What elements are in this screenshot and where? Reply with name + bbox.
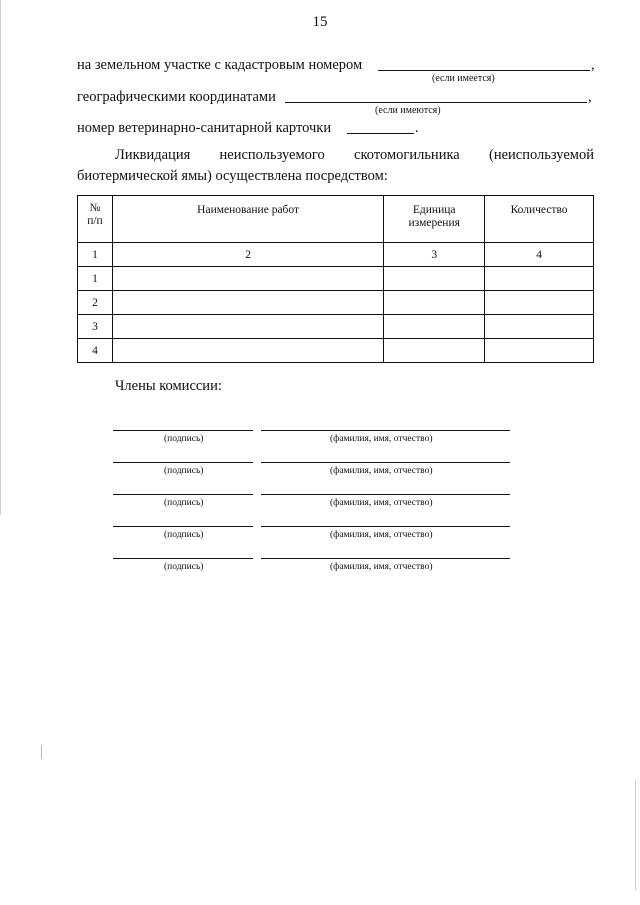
table-row bbox=[78, 267, 594, 291]
name-line[interactable] bbox=[261, 558, 510, 559]
cadastral-hint: (если имеется) bbox=[432, 73, 495, 84]
row-number: 4 bbox=[78, 339, 113, 363]
header-number: № п/п bbox=[78, 196, 113, 243]
header-unit: Единица измерения bbox=[384, 196, 485, 243]
commission-members-title: Члены комиссии: bbox=[115, 378, 222, 394]
coordinates-hint: (если имеются) bbox=[375, 105, 441, 116]
signature-label: (подпись) bbox=[164, 562, 204, 572]
cadastral-comma: , bbox=[591, 57, 595, 73]
row-number: 2 bbox=[78, 291, 113, 315]
name-label: (фамилия, имя, отчество) bbox=[330, 530, 433, 540]
name-label: (фамилия, имя, отчество) bbox=[330, 434, 433, 444]
signature-line[interactable] bbox=[113, 430, 253, 431]
row-quantity-cell[interactable] bbox=[485, 267, 594, 291]
header-work-name: Наименование работ bbox=[112, 196, 383, 243]
para-word-3: скотомогильника bbox=[354, 147, 460, 163]
signature-label: (подпись) bbox=[164, 466, 204, 476]
signature-label: (подпись) bbox=[164, 498, 204, 508]
index-cell: 2 bbox=[112, 243, 383, 267]
para-word-1: Ликвидация bbox=[115, 147, 191, 163]
row-quantity-cell[interactable] bbox=[485, 339, 594, 363]
para-word-2: неиспользуемого bbox=[219, 147, 325, 163]
row-number: 1 bbox=[78, 267, 113, 291]
coordinates-comma: , bbox=[588, 89, 592, 105]
table-index-row bbox=[78, 243, 594, 267]
index-cell: 1 bbox=[78, 243, 113, 267]
index-cell: 3 bbox=[384, 243, 485, 267]
table-row bbox=[78, 339, 594, 363]
index-cell: 4 bbox=[485, 243, 594, 267]
cadastral-label: на земельном участке с кадастровым номером bbox=[77, 57, 363, 73]
vet-card-label: номер ветеринарно-санитарной карточки bbox=[77, 120, 332, 136]
row-quantity-cell[interactable] bbox=[485, 315, 594, 339]
table-row bbox=[78, 291, 594, 315]
table-row bbox=[78, 315, 594, 339]
row-unit-cell[interactable] bbox=[384, 339, 485, 363]
row-work-name-cell[interactable] bbox=[112, 267, 383, 291]
signature-line[interactable] bbox=[113, 462, 253, 463]
signature-label: (подпись) bbox=[164, 530, 204, 540]
signature-line[interactable] bbox=[113, 494, 253, 495]
scan-edge-mark bbox=[635, 780, 636, 890]
signature-line[interactable] bbox=[113, 558, 253, 559]
works-table bbox=[77, 195, 594, 363]
signature-line[interactable] bbox=[113, 526, 253, 527]
name-line[interactable] bbox=[261, 526, 510, 527]
coordinates-label: географическими координатами bbox=[77, 89, 276, 105]
row-number: 3 bbox=[78, 315, 113, 339]
row-unit-cell[interactable] bbox=[384, 315, 485, 339]
cadastral-blank[interactable] bbox=[378, 70, 590, 71]
name-line[interactable] bbox=[261, 494, 510, 495]
name-line[interactable] bbox=[261, 462, 510, 463]
header-quantity: Количество bbox=[485, 196, 594, 243]
row-work-name-cell[interactable] bbox=[112, 339, 383, 363]
vet-card-blank[interactable] bbox=[347, 133, 414, 134]
coordinates-blank[interactable] bbox=[285, 102, 587, 103]
name-label: (фамилия, имя, отчество) bbox=[330, 498, 433, 508]
liquidation-paragraph bbox=[77, 145, 594, 187]
name-line[interactable] bbox=[261, 430, 510, 431]
row-work-name-cell[interactable] bbox=[112, 291, 383, 315]
scan-speck bbox=[41, 745, 42, 759]
vet-card-period: . bbox=[415, 120, 419, 136]
row-unit-cell[interactable] bbox=[384, 291, 485, 315]
para-word-4: (неиспользуемой bbox=[488, 147, 594, 163]
row-unit-cell[interactable] bbox=[384, 267, 485, 291]
name-label: (фамилия, имя, отчество) bbox=[330, 562, 433, 572]
signature-label: (подпись) bbox=[164, 434, 204, 444]
row-work-name-cell[interactable] bbox=[112, 315, 383, 339]
name-label: (фамилия, имя, отчество) bbox=[330, 466, 433, 476]
scan-edge-mark bbox=[0, 0, 1, 515]
page-number: 15 bbox=[312, 14, 328, 30]
para-line-2: биотермической ямы) осуществлена посредством: bbox=[77, 168, 388, 184]
table-header-row bbox=[78, 196, 594, 243]
row-quantity-cell[interactable] bbox=[485, 291, 594, 315]
